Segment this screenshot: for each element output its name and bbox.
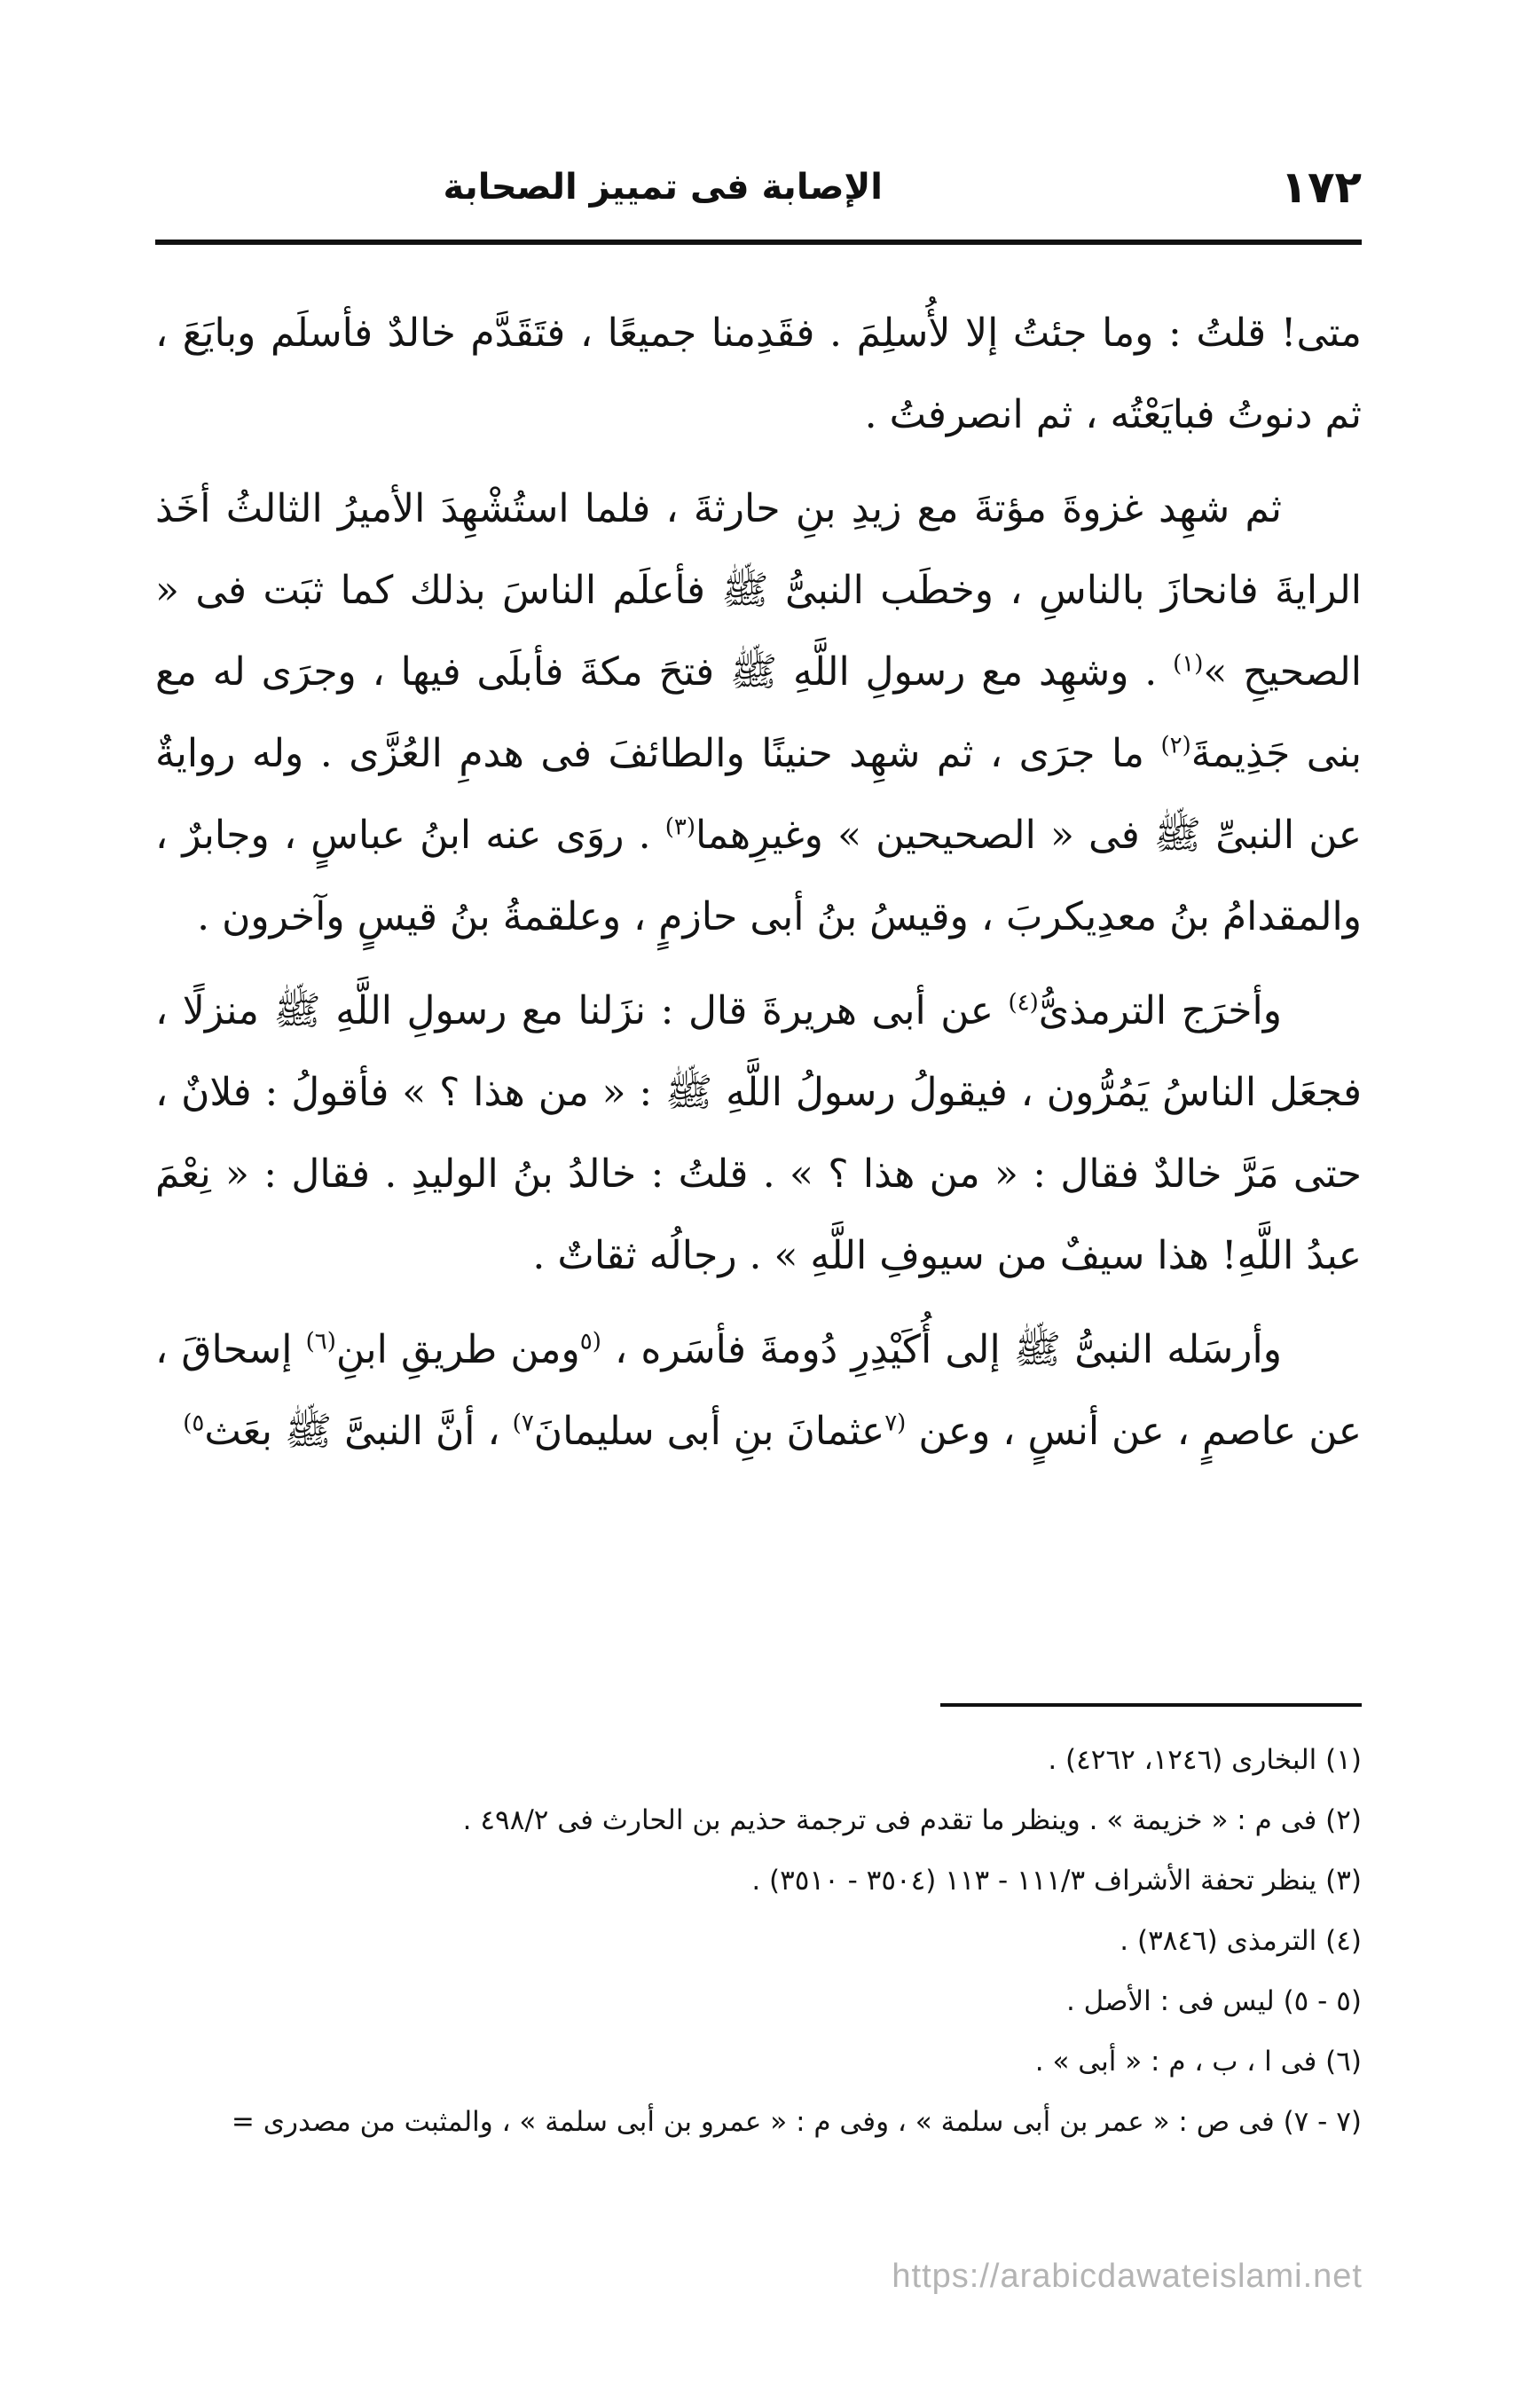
footnote-line: (٢) فى م : « خزيمة » . وينظر ما تقدم فى ترجمة حذيم بن الحارث فى ٤٩٨/٢ .: [462, 1804, 1362, 1836]
text-run: ومن طريقِ ابنِ: [335, 1327, 580, 1372]
text-run: ثم شهِد غزوةَ مؤتةَ مع زيدِ بنِ حارثةَ ، فلما استُشْهِدَ الأميرُ الثالثُ أخَذ الرايةَ فانحازَ بالناسِ ، وخطَب النبىُّ ﷺ فأعلَم الناسَ بذلك كما ثبَت فى « الصحيحِ »: [155, 486, 1362, 695]
body-text: [155, 293, 1362, 1485]
body-paragraph: [155, 970, 1362, 1297]
page-number: ١٧٢: [1280, 161, 1362, 213]
footnote-marker: (٢): [1160, 732, 1191, 759]
text-run: ، أنَّ النبىَّ ﷺ بعَث: [204, 1409, 513, 1454]
footnotes: [155, 1730, 1362, 2152]
footnote-marker: (١): [1173, 650, 1204, 678]
page-header: [155, 156, 1362, 218]
footnote-marker: (٦): [305, 1328, 336, 1355]
text-run: عن أبى هريرةَ قال : نزَلنا مع رسولِ اللَّهِ ﷺ منزلًا ، فجعَل الناسُ يَمُرُّون ، فيقولُ رسولُ اللَّهِ ﷺ : « من هذا ؟ » فأقولُ : فلانٌ ، حتى مَرَّ خالدٌ فقال : « من هذا ؟ » . قلتُ : خالدُ بنُ الوليدِ . فقال : « نِعْمَ عبدُ اللَّهِ! هذا سيفٌ من سيوفِ اللَّهِ » . رجالُه ثقاتٌ .: [155, 988, 1362, 1278]
body-paragraph: [155, 468, 1362, 958]
text-run: وأرسَله النبىُّ ﷺ إلى أُكَيْدِرِ دُومةَ فأسَره ،: [601, 1327, 1282, 1372]
footnote-line: (٤) الترمذى (٣٨٤٦) .: [1120, 1925, 1362, 1957]
footnote-line: (٣) ينظر تحفة الأشراف ١١١/٣ - ١١٣ (٣٥٠٤ - ٣٥١٠) .: [751, 1865, 1362, 1897]
footnote-line: (٧ - ٧) فى ص : « عمر بن أبى سلمة » ، وفى م : « عمرو بن أبى سلمة » ، والمثبت من مصدرى =: [231, 2106, 1362, 2138]
watermark: https://arabicdawateislami.net: [892, 2258, 1363, 2295]
body-paragraph: [155, 293, 1362, 456]
footnote-rule: [940, 1703, 1362, 1707]
footnote-marker: (٤): [1008, 989, 1039, 1017]
text-run: ما جرَى ، ثم شهِد حنينًا والطائفَ فى هدمِ العُزَّى . وله روايةٌ عن النبىِّ ﷺ فى « الصحيحين » وغيرِهما: [155, 731, 1363, 858]
footnote-marker: ٧): [512, 1410, 534, 1437]
body-paragraph: [155, 1309, 1362, 1473]
running-title: الإصابة فى تمييز الصحابة: [443, 167, 883, 208]
footnote-marker: (٥: [579, 1328, 601, 1355]
text-run: عثمانَ بنِ أبى سليمانَ: [533, 1409, 885, 1454]
footnote-line: (١) البخارى (١٢٤٦، ٤٢٦٢) .: [1048, 1744, 1362, 1776]
text-run: إسحاقَ ، عن عاصمٍ ، عن أنسٍ ، وعن: [155, 1327, 1362, 1454]
text-run: وأخرَج الترمذىُّ: [1038, 988, 1282, 1033]
text-run: متى! قلتُ : وما جئتُ إلا لأُسلِمَ . فقَدِمنا جميعًا ، فتَقَدَّم خالدٌ فأسلَم وبايَعَ ، ثم دنوتُ فبايَعْتُه ، ثم انصرفتُ .: [155, 310, 1362, 437]
footnote-marker: ٥): [183, 1410, 205, 1437]
header-rule: [155, 240, 1362, 245]
footnote-line: (٥ - ٥) ليس فى : الأصل .: [1065, 1985, 1362, 2017]
footnote-line: (٦) فى ا ، ب ، م : « أبى » .: [1034, 2046, 1362, 2078]
text-run: . وشهِد مع رسولِ اللَّهِ ﷺ فتحَ مكةَ فأبلَى فيها ، وجرَى له مع بنى جَذِيمةَ: [155, 649, 1362, 776]
text-run: . روَى عنه ابنُ عباسٍ ، وجابرٌ ، والمقدامُ بنُ معدِيكربَ ، وقيسُ بنُ أبى حازمٍ ، وعلقمةُ بنُ قيسٍ وآخرون .: [155, 813, 1362, 939]
footnote-marker: (٧: [884, 1410, 907, 1437]
footnote-marker: (٣): [664, 813, 696, 841]
